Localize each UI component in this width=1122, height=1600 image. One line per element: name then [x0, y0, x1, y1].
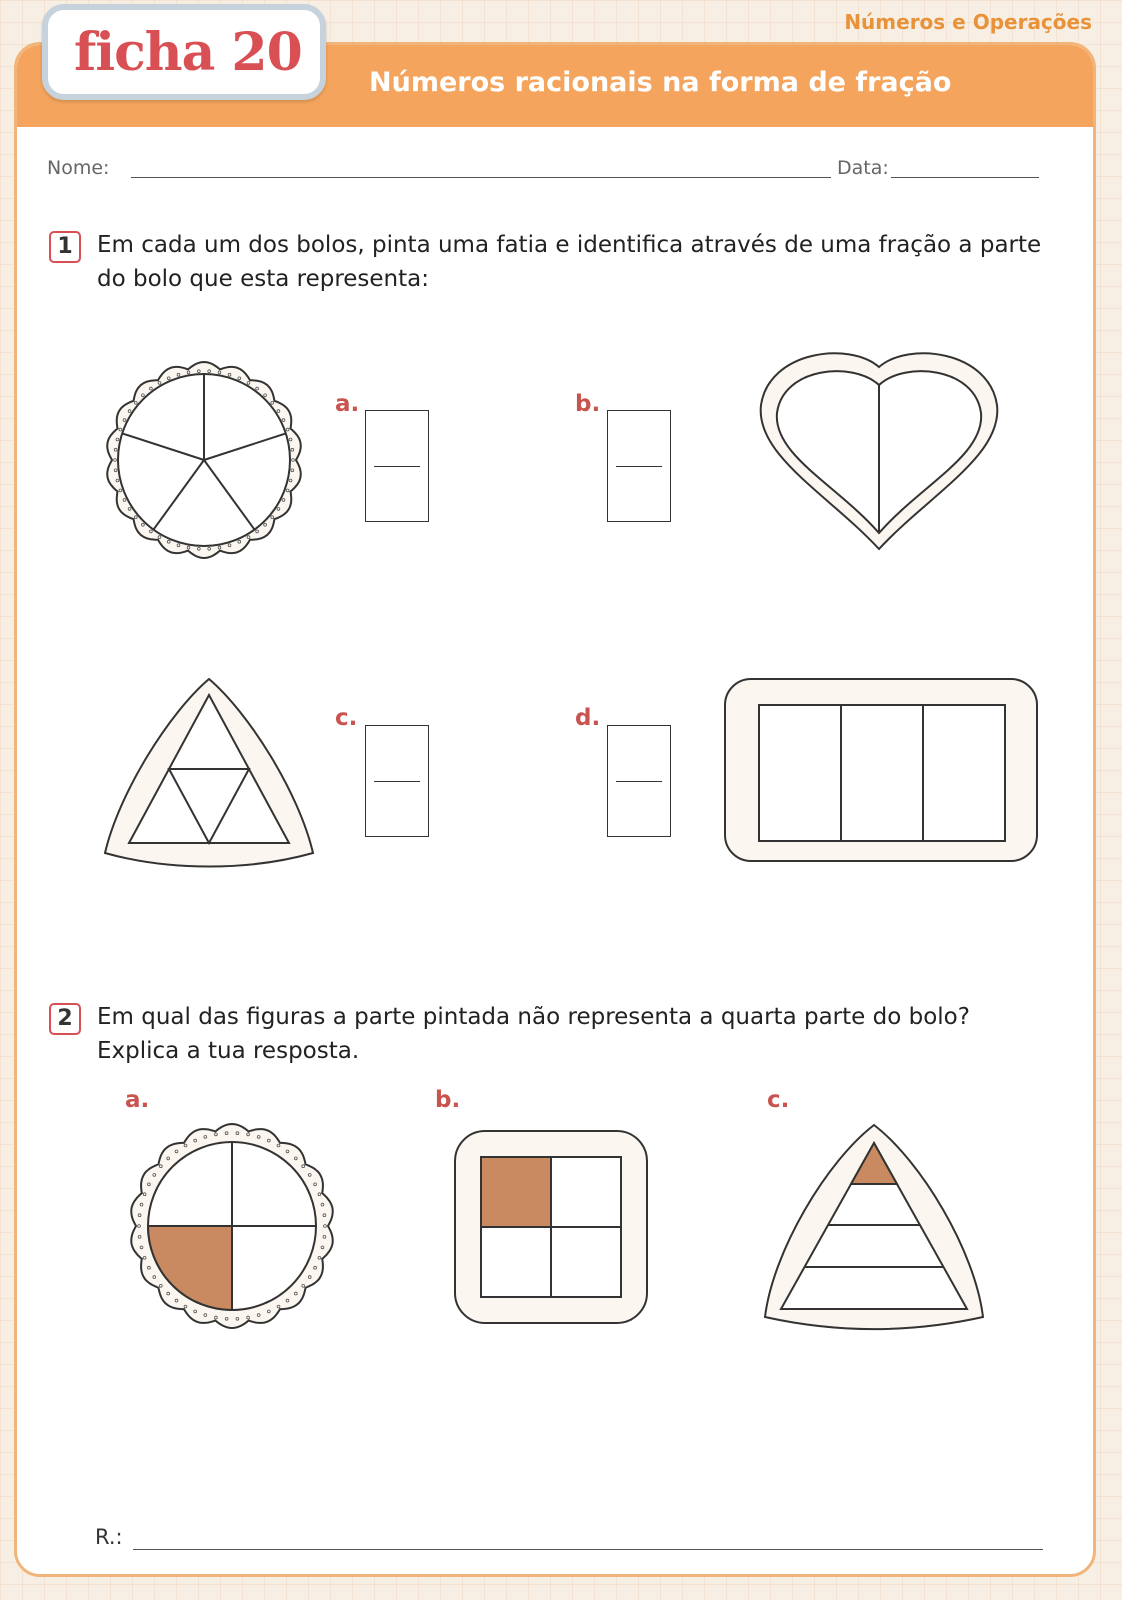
q2-letter-c: c.: [767, 1087, 790, 1113]
cake-c-triangle[interactable]: [99, 673, 319, 873]
worksheet-card: [14, 42, 1096, 1577]
cake-b-heart[interactable]: [749, 345, 1009, 555]
answer-label: R.:: [95, 1525, 123, 1549]
name-field[interactable]: [131, 177, 831, 178]
question-2-text-line2: Explica a tua resposta.: [97, 1038, 360, 1064]
question-1-text-line2: do bolo que esta representa:: [97, 266, 429, 292]
q2-letter-a: a.: [125, 1087, 150, 1113]
question-1-text-line1: Em cada um dos bolos, pinta uma fatia e identifica através de uma fração a parte: [97, 232, 1042, 258]
fraction-box-d[interactable]: [607, 725, 671, 837]
date-label: Data:: [837, 157, 889, 179]
fraction-box-c[interactable]: [365, 725, 429, 837]
figure-c-triangle-bands[interactable]: [761, 1121, 987, 1335]
q1-letter-a: a.: [335, 391, 360, 417]
q2-letter-b: b.: [435, 1087, 461, 1113]
q1-letter-b: b.: [575, 391, 601, 417]
worksheet-number-badge: [42, 4, 326, 100]
name-label: Nome:: [47, 157, 110, 179]
figure-a-circle-quarters[interactable]: [127, 1121, 337, 1331]
fraction-box-b[interactable]: [607, 410, 671, 522]
worksheet-number: ficha 20: [74, 22, 302, 83]
section-label: Números e Operações: [844, 10, 1092, 34]
cake-d-rectangle[interactable]: [721, 675, 1041, 865]
worksheet-title: Números racionais na forma de fração: [369, 67, 952, 98]
date-field[interactable]: [891, 177, 1039, 178]
q1-letter-d: d.: [575, 705, 601, 731]
question-1-number: 1: [49, 231, 81, 263]
question-2-text-line1: Em qual das figuras a parte pintada não representa a quarta parte do bolo?: [97, 1004, 970, 1030]
question-2-number: 2: [49, 1003, 81, 1035]
figure-b-square-quarters[interactable]: [451, 1127, 651, 1327]
q1-letter-c: c.: [335, 705, 358, 731]
cake-a-circle[interactable]: [99, 355, 309, 565]
answer-field[interactable]: [133, 1549, 1043, 1550]
fraction-box-a[interactable]: [365, 410, 429, 522]
